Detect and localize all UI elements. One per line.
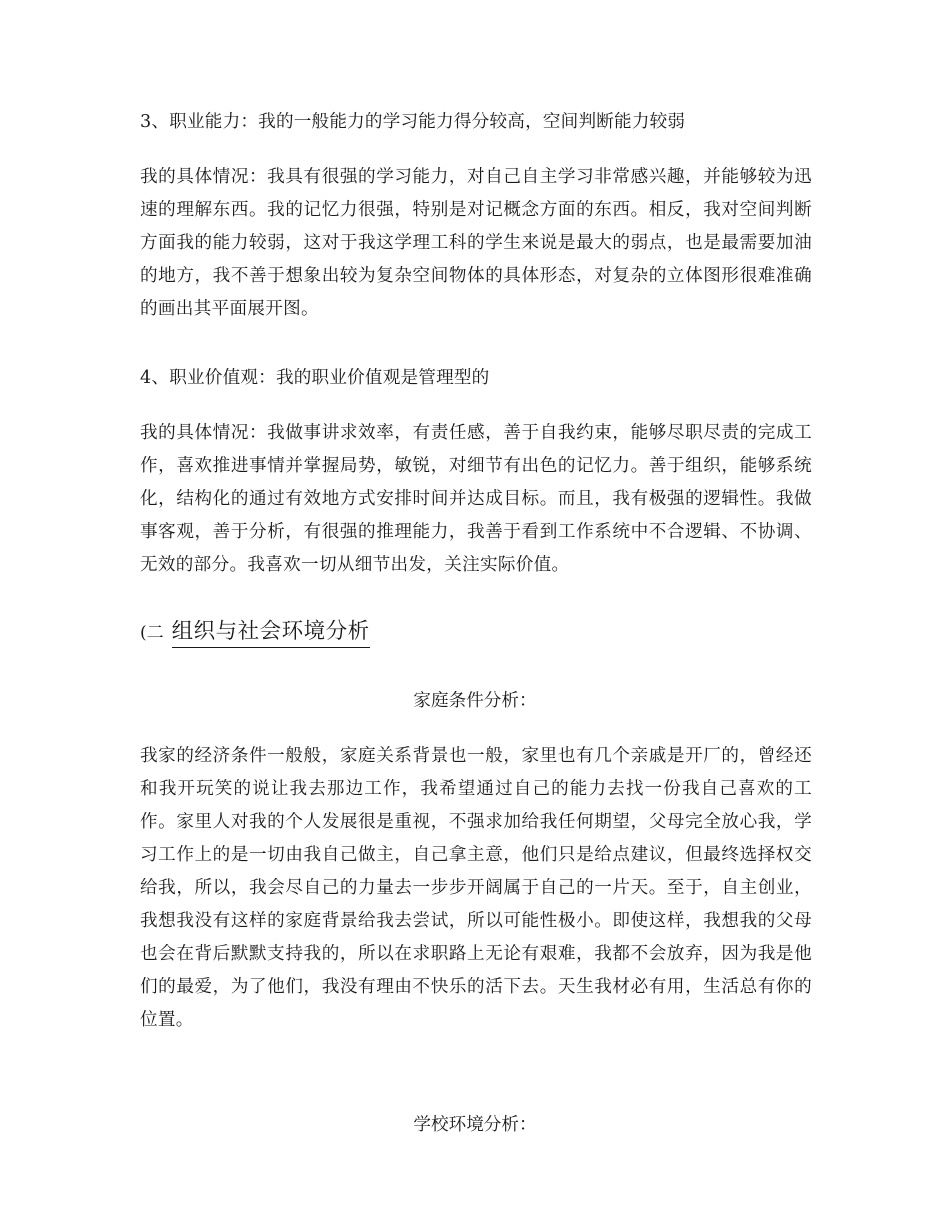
values-heading: 4、职业价值观：我的职业价值观是管理型的	[140, 368, 490, 388]
school-heading: 学校环境分析：	[413, 1115, 537, 1135]
ability-heading: 3、职业能力：我的一般能力的学习能力得分较高，空间判断能力较弱	[140, 112, 686, 132]
ability-paragraph: 我的具体情况：我具有很强的学习能力，对自己自主学习非常感兴趣，并能够较为迅速的理解东西。我的记忆力很强，特别是对记概念方面的东西。相反，我对空间判断方面我的能力较弱，这对于我这学理工科的学生来说是最大的弱点，也是最需要加油的地方，我不善于想象出较为复杂空间物体的具体形态，对复杂的立体图形很难准确的画出其平面展开图。	[140, 167, 812, 319]
section-title: 组织与社会环境分析	[172, 614, 370, 648]
section-heading	[140, 614, 370, 654]
family-paragraph: 我家的经济条件一般般，家庭关系背景也一般，家里也有几个亲戚是开厂的，曾经还和我开玩笑的说让我去那边工作，我希望通过自己的能力去找一份我自己喜欢的工作。家里人对我的个人发展很是重视，不强求加给我任何期望，父母完全放心我，学习工作上的是一切由我自己做主，自己拿主意，他们只是给点建议，但最终选择权交给我，所以，我会尽自己的力量去一步步开阔属于自己的一片天。至于，自主创业，我想我没有这样的家庭背景给我去尝试，所以可能性极小。即使这样，我想我的父母也会在背后默默支持我的，所以在求职路上无论有艰难，我都不会放弃，因为我是他们的最爱，为了他们，我没有理由不快乐的活下去。天生我材必有用，生活总有你的位置。	[140, 746, 812, 1030]
section-number: (二	[140, 623, 164, 643]
family-heading: 家庭条件分析：	[413, 691, 537, 711]
values-paragraph: 我的具体情况：我做事讲求效率，有责任感，善于自我约束，能够尽职尽责的完成工作，喜欢推进事情并掌握局势，敏锐，对细节有出色的记忆力。善于组织，能够系统化，结构化的通过有效地方式安排时间并达成目标。而且，我有极强的逻辑性。我做事客观，善于分析，有很强的推理能力，我善于看到工作系统中不合逻辑、不协调、无效的部分。我喜欢一切从细节出发，关注实际价值。	[140, 423, 812, 575]
